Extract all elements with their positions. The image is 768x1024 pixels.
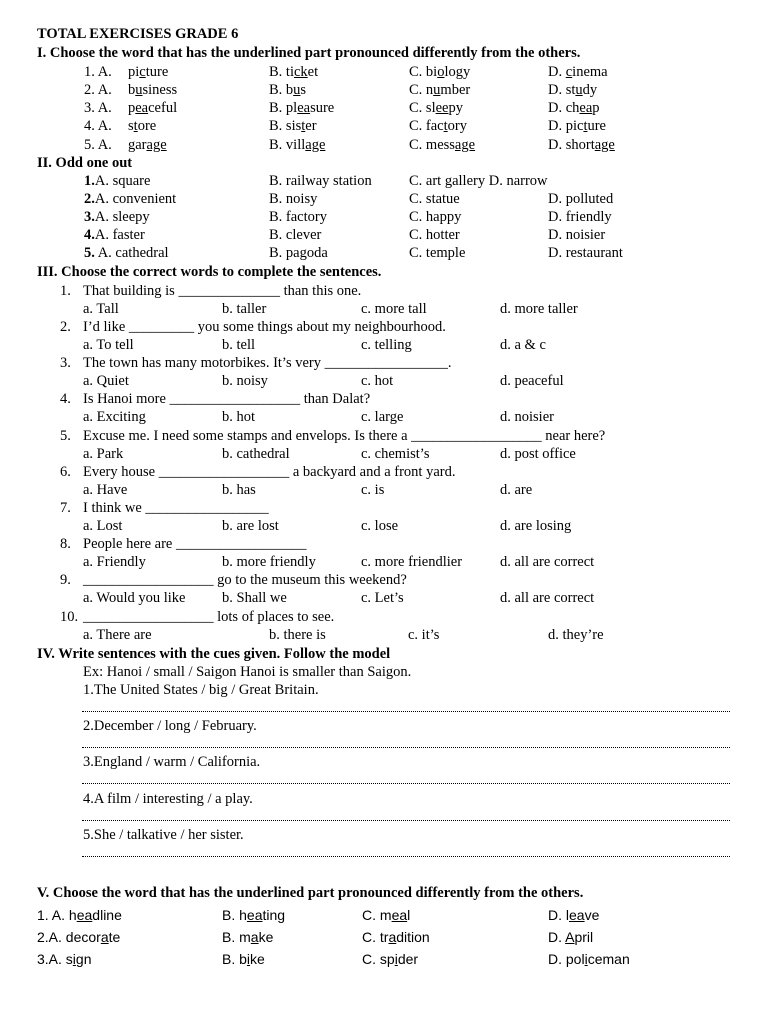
exercise-row xyxy=(0,928,768,948)
option-c xyxy=(409,136,475,154)
option-d: D. restaurant xyxy=(548,245,623,261)
option-c xyxy=(409,63,470,81)
answer-d: d. a & c xyxy=(500,337,546,353)
option-d-ul: u xyxy=(575,82,583,98)
question xyxy=(0,390,768,408)
option-b-post: er xyxy=(305,118,317,134)
option-c-post: ory xyxy=(447,118,467,134)
exercise-row xyxy=(0,172,768,190)
option-a-post: siness xyxy=(142,82,178,98)
option-d-ul: t xyxy=(583,118,588,134)
option-b-ul: ck xyxy=(293,64,308,80)
option-d-post: ure xyxy=(587,118,606,134)
question xyxy=(0,282,768,300)
exercise-row xyxy=(0,226,768,244)
answer-d: d. are losing xyxy=(500,518,572,534)
answer-a: a. Quiet xyxy=(83,373,129,389)
option-c xyxy=(409,99,463,117)
option-c-pre: C. n xyxy=(409,82,434,98)
answer-a: a. There are xyxy=(83,627,152,643)
option-a: A. convenient xyxy=(94,191,177,207)
option-b xyxy=(269,81,306,99)
option-a-ul: u xyxy=(135,82,143,98)
answer-a: a. Friendly xyxy=(83,554,146,570)
option-c: C. happy xyxy=(409,209,462,225)
option-a xyxy=(128,136,167,154)
item-number: 2. A. xyxy=(84,82,112,98)
option-b-post: ke xyxy=(258,929,274,945)
answer-line xyxy=(82,856,730,857)
option-d-pre: D. xyxy=(548,64,566,80)
option-d-post: ve xyxy=(584,907,600,923)
item-number-wrap xyxy=(84,172,150,190)
answer-line xyxy=(82,783,730,784)
exercise-row xyxy=(0,63,768,81)
option-b-ul: u xyxy=(293,82,301,98)
exercise-row xyxy=(0,99,768,117)
question-number: 2. xyxy=(60,319,71,335)
answer-row xyxy=(0,336,768,354)
item-number-wrap xyxy=(84,226,145,244)
option-c xyxy=(362,950,418,968)
option-d-post: ceman xyxy=(587,951,630,967)
question-number: 9. xyxy=(60,572,71,588)
option-d-pre: D. short xyxy=(548,137,595,153)
option-b xyxy=(222,906,285,924)
answer-c: c. is xyxy=(361,482,385,498)
option-a-pre: b xyxy=(128,82,136,98)
question-text: I’d like _________ you some things about my neighbourhood. xyxy=(83,319,446,335)
option-c-post: logy xyxy=(444,64,471,80)
answer-b: b. Shall we xyxy=(222,590,287,606)
option-c-ul: ee xyxy=(435,100,449,116)
option-a-post: ture xyxy=(145,64,169,80)
answer-b: b. cathedral xyxy=(222,446,290,462)
answer-a: a. Lost xyxy=(83,518,123,534)
question xyxy=(0,318,768,336)
option-d: D. noisier xyxy=(548,227,606,243)
question xyxy=(0,608,768,626)
answer-d: d. noisier xyxy=(500,409,554,425)
section-5-heading: V. Choose the word that has the underlined part pronounced differently from the others. xyxy=(37,885,584,901)
answer-c: c. chemist’s xyxy=(361,446,430,462)
question xyxy=(0,463,768,481)
option-b xyxy=(269,117,317,135)
option-b-post: ke xyxy=(250,951,265,967)
option-b-ul: t xyxy=(301,118,306,134)
option-a-post: ceful xyxy=(148,100,178,116)
answer-row xyxy=(0,408,768,426)
item-number: 3. A. xyxy=(84,100,112,116)
option-b xyxy=(222,950,265,968)
option-a-post: dline xyxy=(92,907,122,923)
question-number: 4. xyxy=(60,391,71,407)
answer-c: c. hot xyxy=(361,373,394,389)
question-text: __________________ lots of places to see. xyxy=(83,609,335,625)
answer-b: b. hot xyxy=(222,409,256,425)
option-b-pre: B. m xyxy=(222,929,251,945)
option-d-ul: A xyxy=(565,929,575,945)
option-c-pre: C. bi xyxy=(409,64,438,80)
answer-a: a. Have xyxy=(83,482,128,498)
answer-d: d. they’re xyxy=(548,627,604,643)
answer-row xyxy=(0,626,768,644)
option-d: D. polluted xyxy=(548,191,614,207)
option-c-post: mber xyxy=(440,82,471,98)
option-d-pre: D. l xyxy=(548,907,569,923)
answer-a: a. Exciting xyxy=(83,409,146,425)
exercise-row xyxy=(0,906,768,926)
answer-row xyxy=(0,481,768,499)
option-d-post: p xyxy=(592,100,600,116)
option-c-pre: C. m xyxy=(362,907,392,923)
option-d-post: pril xyxy=(574,929,594,945)
item-number: 2. xyxy=(84,191,95,207)
option-c-pre: C. mess xyxy=(409,137,455,153)
answer-d: d. all are correct xyxy=(500,590,595,606)
option-d xyxy=(548,928,593,946)
item-number: 1. xyxy=(84,173,95,189)
option-c-post: dition xyxy=(396,929,430,945)
section-4-heading: IV. Write sentences with the cues given. Follow the model xyxy=(37,646,391,662)
option-a xyxy=(128,63,168,81)
question-number: 10. xyxy=(60,609,79,625)
document-title: TOTAL EXERCISES GRADE 6 xyxy=(37,26,239,42)
question-number: 1. xyxy=(60,283,71,299)
option-d-pre: D. xyxy=(548,929,566,945)
answer-row xyxy=(0,300,768,318)
question-text: Every house __________________ a backyard and a front yard. xyxy=(83,464,456,480)
answer-d: d. are xyxy=(500,482,533,498)
option-d xyxy=(548,81,597,99)
option-a-wrap xyxy=(37,906,122,924)
option-c-ul: t xyxy=(443,118,448,134)
option-b: B. clever xyxy=(269,227,322,243)
item-number: 3.A. xyxy=(37,951,66,967)
answer-c: c. more friendlier xyxy=(361,554,463,570)
option-b-ul: ea xyxy=(246,907,263,923)
option-d-ul: i xyxy=(584,951,588,967)
option-b-ul: a xyxy=(250,929,259,945)
answer-c: c. telling xyxy=(361,337,412,353)
section-3-heading: III. Choose the correct words to complete the sentences. xyxy=(37,264,382,280)
question-text: I think we _________________ xyxy=(83,500,269,516)
option-a-pre: s xyxy=(65,951,73,967)
option-a xyxy=(128,117,156,135)
option-d-post: inema xyxy=(572,64,608,80)
option-d-post: dy xyxy=(582,82,598,98)
option-b: B. railway station xyxy=(269,173,372,189)
answer-b: b. more friendly xyxy=(222,554,316,570)
option-c: C. hotter xyxy=(409,227,460,243)
answer-row xyxy=(0,553,768,571)
option-b xyxy=(269,99,334,117)
item-number: 5. xyxy=(84,245,95,261)
option-c-post: l xyxy=(407,907,411,923)
option-b-ul: age xyxy=(305,137,326,153)
question xyxy=(0,499,768,517)
cue-sentence: 4.A film / interesting / a play. xyxy=(83,791,253,807)
answer-a: a. Park xyxy=(83,446,124,462)
exercise-row xyxy=(0,208,768,226)
answer-b: b. noisy xyxy=(222,373,268,389)
question-number: 7. xyxy=(60,500,71,516)
option-c-ul: age xyxy=(454,137,476,153)
option-d-pre: D. pol xyxy=(548,951,585,967)
option-d xyxy=(548,99,600,117)
section-2-heading: II. Odd one out xyxy=(37,155,133,171)
option-a: A. faster xyxy=(94,227,145,243)
option-d-pre: D. ch xyxy=(548,100,580,116)
question-number: 6. xyxy=(60,464,71,480)
option-a-pre: s xyxy=(128,118,134,134)
answer-c: c. large xyxy=(361,409,404,425)
question xyxy=(0,571,768,589)
exercise-row xyxy=(0,244,768,262)
option-d-ul: ea xyxy=(569,907,585,923)
option-d xyxy=(548,63,608,81)
option-d xyxy=(548,950,630,968)
option-a-wrap xyxy=(37,950,92,968)
item-number: 4. A. xyxy=(84,118,112,134)
question-text: Excuse me. I need some stamps and envelops. Is there a __________________ near here? xyxy=(83,428,606,444)
option-d xyxy=(548,906,599,924)
option-a: A. square xyxy=(94,173,151,189)
option-a-ul: c xyxy=(139,64,146,80)
option-c-ul: i xyxy=(394,951,398,967)
option-c: C. art gallery D. narrow xyxy=(409,173,548,189)
option-a-ul: a xyxy=(100,929,109,945)
option-c-post: der xyxy=(397,951,419,967)
option-a-post: ore xyxy=(137,118,157,134)
option-b-ul: i xyxy=(246,951,251,967)
item-number: 4. xyxy=(84,227,95,243)
option-b-post: ting xyxy=(262,907,286,923)
option-b-post: sure xyxy=(310,100,335,116)
option-c xyxy=(362,928,430,946)
option-c-ul: ea xyxy=(391,907,408,923)
answer-row xyxy=(0,589,768,607)
option-c-pre: C. fac xyxy=(409,118,444,134)
option-c-ul: u xyxy=(433,82,441,98)
answer-row xyxy=(0,372,768,390)
section-1-heading: I. Choose the word that has the underlined part pronounced differently from the others. xyxy=(37,45,581,61)
option-d xyxy=(548,117,606,135)
answer-a: a. Tall xyxy=(83,301,119,317)
question xyxy=(0,535,768,553)
item-number-wrap xyxy=(84,190,176,208)
option-b-ul: ea xyxy=(297,100,311,116)
answer-line xyxy=(82,820,730,821)
option-c-ul: o xyxy=(437,64,445,80)
cue-sentence: 2.December / long / February. xyxy=(83,718,257,734)
option-a xyxy=(128,99,177,117)
option-a-ul: i xyxy=(72,951,76,967)
exercise-row xyxy=(0,136,768,154)
option-a-pre: decor xyxy=(65,929,101,945)
answer-c: c. lose xyxy=(361,518,399,534)
question-number: 3. xyxy=(60,355,71,371)
option-a-post: gn xyxy=(75,951,92,967)
cue-sentence: 5.She / talkative / her sister. xyxy=(83,827,244,843)
option-d-pre: D. st xyxy=(548,82,576,98)
item-number-wrap xyxy=(84,244,169,262)
option-b-pre: B. pl xyxy=(269,100,298,116)
option-c-ul: a xyxy=(388,929,397,945)
exercise-row xyxy=(0,190,768,208)
cue-sentence: 1.The United States / big / Great Britain. xyxy=(83,682,319,698)
option-d xyxy=(548,136,615,154)
option-b-pre: B. ti xyxy=(269,64,294,80)
option-b xyxy=(269,136,325,154)
option-a-pre: h xyxy=(68,907,77,923)
option-c-pre: C. sp xyxy=(362,951,395,967)
option-a-wrap xyxy=(37,928,120,946)
option-c-post: py xyxy=(448,100,463,116)
answer-c: c. Let’s xyxy=(361,590,404,606)
option-d: D. friendly xyxy=(548,209,612,225)
option-b xyxy=(222,928,273,946)
answer-line xyxy=(82,747,730,748)
question-text: People here are __________________ xyxy=(83,536,307,552)
section-4-example: Ex: Hanoi / small / Saigon Hanoi is smaller than Saigon. xyxy=(83,664,412,680)
option-a-ul: t xyxy=(133,118,138,134)
answer-row xyxy=(0,445,768,463)
exercise-row xyxy=(0,81,768,99)
question-text: The town has many motorbikes. It’s very _________________. xyxy=(83,355,452,371)
option-a: A. sleepy xyxy=(94,209,150,225)
option-a: A. cathedral xyxy=(94,245,169,261)
option-c xyxy=(409,81,470,99)
option-c xyxy=(409,117,467,135)
question xyxy=(0,427,768,445)
item-number: 2.A. xyxy=(37,929,66,945)
question-text: __________________ go to the museum this weekend? xyxy=(83,572,407,588)
answer-b: b. there is xyxy=(269,627,326,643)
answer-d: d. post office xyxy=(500,446,576,462)
option-b-pre: B. h xyxy=(222,907,247,923)
option-b-pre: B. b xyxy=(269,82,294,98)
option-b-pre: B. b xyxy=(222,951,247,967)
option-b: B. pagoda xyxy=(269,245,328,261)
question-number: 8. xyxy=(60,536,71,552)
item-number: 5. A. xyxy=(84,137,112,153)
option-d-pre: D. pic xyxy=(548,118,584,134)
option-c xyxy=(362,906,410,924)
answer-c: c. it’s xyxy=(408,627,440,643)
option-b-post: s xyxy=(300,82,307,98)
option-a-ul: ea xyxy=(135,100,149,116)
option-d-ul: age xyxy=(594,137,615,153)
option-b: B. factory xyxy=(269,209,327,225)
option-d-ul: c xyxy=(565,64,573,80)
option-a-ul: ea xyxy=(76,907,93,923)
answer-b: b. tell xyxy=(222,337,256,353)
answer-a: a. To tell xyxy=(83,337,134,353)
option-c: C. temple xyxy=(409,245,466,261)
option-c-pre: C. tr xyxy=(362,929,389,945)
answer-line xyxy=(82,711,730,712)
cue-sentence: 3.England / warm / California. xyxy=(83,754,261,770)
option-b: B. noisy xyxy=(269,191,318,207)
option-c-pre: C. sl xyxy=(409,100,436,116)
answer-b: b. are lost xyxy=(222,518,279,534)
option-a-pre: gar xyxy=(128,137,147,153)
item-number: 3. xyxy=(84,209,95,225)
item-number-wrap xyxy=(84,208,150,226)
option-d-ul: ea xyxy=(579,100,593,116)
option-a-pre: pi xyxy=(128,64,140,80)
exercise-row xyxy=(0,117,768,135)
exercise-row xyxy=(0,950,768,970)
option-a-pre: p xyxy=(128,100,136,116)
question-number: 5. xyxy=(60,428,71,444)
item-number: 1. A. xyxy=(84,64,112,80)
option-b-post: et xyxy=(307,64,319,80)
option-c: C. statue xyxy=(409,191,460,207)
question-text: Is Hanoi more __________________ than Dalat? xyxy=(83,391,371,407)
answer-b: b. has xyxy=(222,482,256,498)
option-b-pre: B. sis xyxy=(269,118,302,134)
item-number: 1. A. xyxy=(37,907,69,923)
answer-d: d. peaceful xyxy=(500,373,564,389)
option-a-ul: age xyxy=(146,137,167,153)
answer-b: b. taller xyxy=(222,301,267,317)
option-a-post: te xyxy=(108,929,121,945)
question-text: That building is ______________ than this one. xyxy=(83,283,362,299)
answer-d: d. all are correct xyxy=(500,554,595,570)
answer-d: d. more taller xyxy=(500,301,578,317)
answer-row xyxy=(0,517,768,535)
option-b xyxy=(269,63,318,81)
answer-c: c. more tall xyxy=(361,301,427,317)
option-a xyxy=(128,81,177,99)
option-b-pre: B. vill xyxy=(269,137,306,153)
answer-a: a. Would you like xyxy=(83,590,186,606)
question xyxy=(0,354,768,372)
